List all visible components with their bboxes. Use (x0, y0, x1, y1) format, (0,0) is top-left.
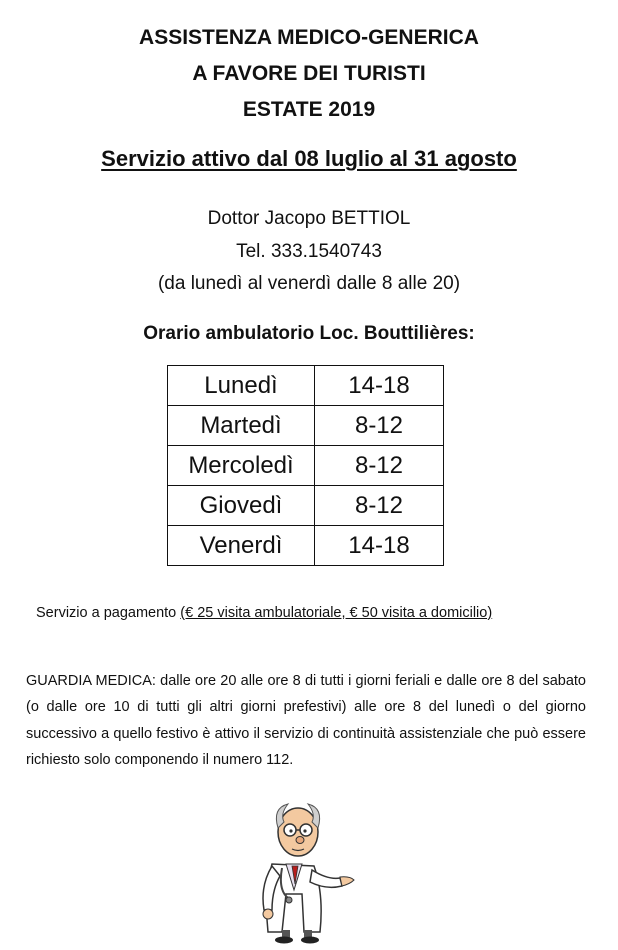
title-line-3: ESTATE 2019 (242, 98, 376, 121)
guardia-medica-paragraph: GUARDIA MEDICA: dalle ore 20 alle ore 8 di tutti i giorni feriali e dalle ore 8 del sabato (o dalle ore 10 di tutti gli altri giorni prefestivi) alle ore 8 del lunedì o del giorno successivo a quello festivo è attivo il servizio di continuità assistenziale che può essere richiesto solo componendo il numero 112. (26, 673, 586, 768)
table-row (168, 526, 444, 566)
schedule-hours: 8-12 (315, 446, 444, 486)
clinic-schedule-table (167, 365, 444, 566)
contact-hours: (da lunedì al venerdì dalle 8 alle 20) (157, 273, 461, 294)
schedule-hours: 8-12 (315, 406, 444, 446)
doctor-illustration (242, 794, 360, 944)
table-row (168, 366, 444, 406)
schedule-hours: 14-18 (315, 526, 444, 566)
schedule-day: Mercoledì (168, 446, 315, 486)
clinic-hours-heading: Orario ambulatorio Loc. Bouttilières: (143, 323, 475, 344)
schedule-day: Giovedì (168, 486, 315, 526)
service-period: Servizio attivo dal 08 luglio al 31 agosto (101, 146, 517, 171)
table-row (168, 486, 444, 526)
payment-detail: (€ 25 visita ambulatoriale, € 50 visita a domicilio) (180, 605, 493, 621)
schedule-day: Martedì (168, 406, 315, 446)
schedule-hours: 14-18 (315, 366, 444, 406)
table-row (168, 446, 444, 486)
table-row (168, 406, 444, 446)
title-line-2: A FAVORE DEI TURISTI (192, 62, 426, 85)
schedule-hours: 8-12 (315, 486, 444, 526)
title-line-1: ASSISTENZA MEDICO-GENERICA (139, 26, 479, 49)
doctor-name: Dottor Jacopo BETTIOL (207, 208, 411, 229)
payment-label: Servizio a pagamento (36, 605, 177, 621)
schedule-day: Venerdì (168, 526, 315, 566)
schedule-day: Lunedì (168, 366, 315, 406)
payment-info (36, 605, 492, 621)
doctor-phone: Tel. 333.1540743 (236, 241, 382, 262)
